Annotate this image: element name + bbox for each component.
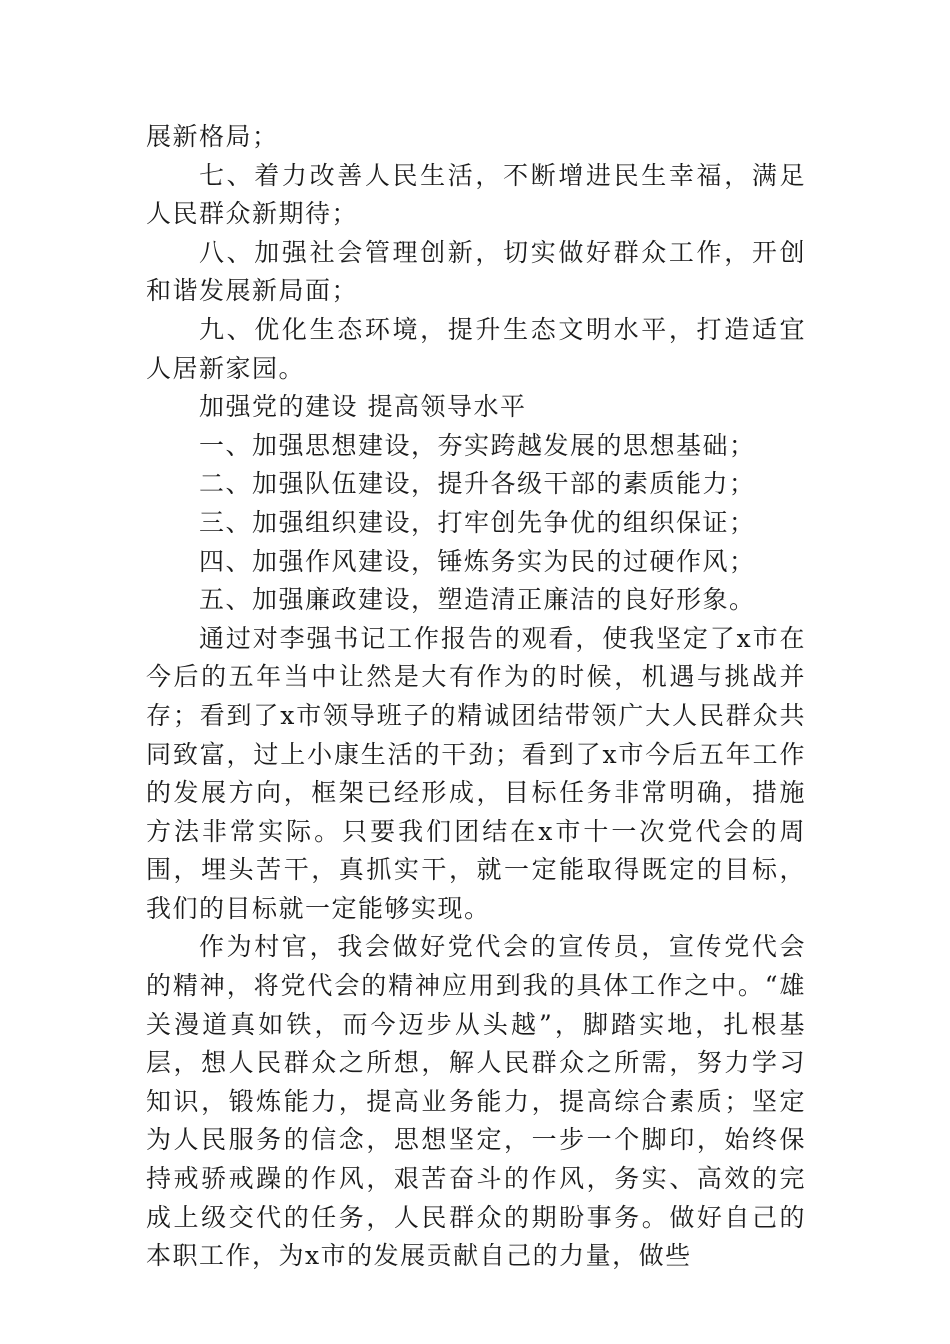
paragraph: 九、优化生态环境，提升生态文明水平，打造适宜人居新家园。 — [146, 314, 806, 383]
paragraph: 七、着力改善人民生活，不断增进民生幸福，满足人民群众新期待； — [146, 160, 806, 229]
list-item: 二、加强队伍建设，提升各级干部的素质能力； — [199, 469, 756, 499]
list-item: 四、加强作风建设，锤炼务实为民的过硬作风； — [199, 546, 756, 576]
list-item: 三、加强组织建设，打牢创先争优的组织保证； — [199, 507, 756, 537]
paragraph: 展新格局； — [146, 122, 279, 151]
paragraph: 作为村官，我会做好党代会的宣传员，宣传党代会的精神，将党代会的精神应用到我的具体工作之中。“雄关漫道真如铁，而今迈步从头越”，脚踏实地，扎根基层，想人民群众之所想，解人民群众之所需，努力学习知识，锻炼能力，提高业务能力，提高综合素质；坚定为人民服务的信念，思想坚定，一步一个脚印，始终保持戒骄戒躁的作风，艰苦奋斗的作风，务实、高效的完成上级交代的任务，人民群众的期盼事务。做好自己的本职工作，为x市的发展贡献自己的力量，做些 — [146, 932, 806, 1271]
list-item: 一、加强思想建设，夯实跨越发展的思想基础； — [199, 430, 756, 460]
document-body — [146, 118, 806, 1276]
section-heading: 加强党的建设 提高领导水平 — [199, 392, 527, 422]
list-item: 五、加强廉政建设，塑造清正廉洁的良好形象。 — [199, 585, 756, 615]
paragraph: 八、加强社会管理创新，切实做好群众工作，开创和谐发展新局面； — [146, 237, 806, 306]
paragraph: 通过对李强书记工作报告的观看，使我坚定了x市在今后的五年当中让然是大有作为的时候，机遇与挑战并存；看到了x市领导班子的精诚团结带领广大人民群众共同致富，过上小康生活的干劲；看到了x市今后五年工作的发展方向，框架已经形成，目标任务非常明确，措施方法非常实际。只要我们团结在x市十一次党代会的周围，埋头苦干，真抓实干，就一定能取得既定的目标，我们的目标就一定能够实现。 — [146, 623, 806, 923]
